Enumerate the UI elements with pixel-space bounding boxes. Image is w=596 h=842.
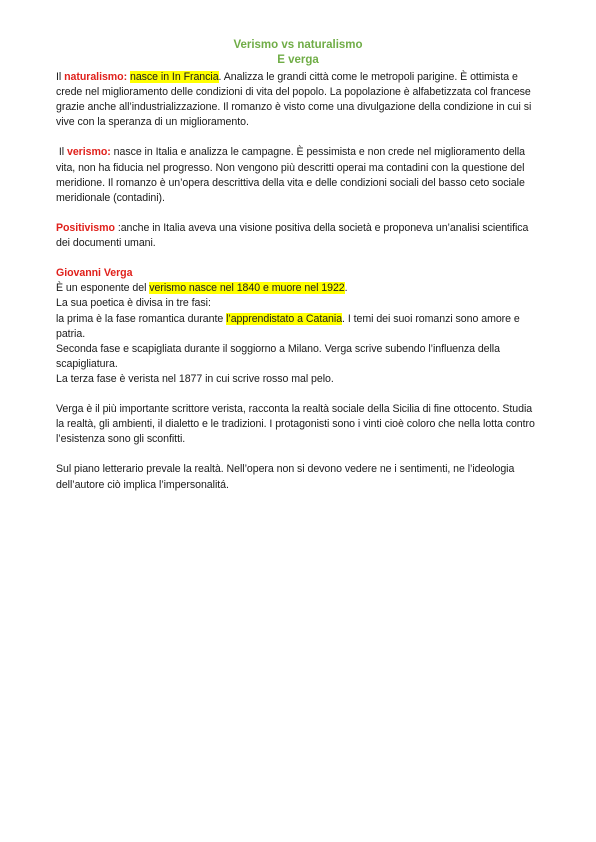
- verga-line-4: Seconda fase e scapigliata durante il soggiorno a Milano. Verga scrive subendo l’influenza della scapigliatura.: [56, 342, 500, 370]
- verismo-prefix: Il: [56, 146, 67, 159]
- positivismo-text: :anche in Italia aveva una visione positiva della società e proponeva un’analisi scientifica dei documenti umani.: [56, 221, 529, 250]
- verga-line-1-suffix: .: [344, 282, 348, 295]
- verga-line-5: La terza fase è verista nel 1877 in cui scrive rosso mal pelo.: [56, 372, 334, 385]
- naturalismo-text: . Analizza le grandi città come le metropoli parigine. È ottimista e crede nel miglioramento delle condizioni di vita del popolo. La popolazione è alfabetizzata col francese grazie anche all’industrializzazione. Il romanzo è visto come una divulgazione della condizione in cui si vive con la speranza di un miglioramento.: [56, 71, 532, 129]
- paragraph-positivismo: [56, 221, 542, 251]
- document-body: [56, 70, 542, 508]
- term-positivismo: Positivismo: [56, 221, 115, 234]
- paragraph-verismo: [56, 145, 542, 205]
- paragraph-piano-letterario: Sul piano letterario prevale la realtà. Nell’opera non si devono vedere ne i sentimenti, ne l’ideologia dell’autore ciò implica l’impersonalitá.: [56, 463, 515, 491]
- document-title: [0, 38, 596, 68]
- verga-line-3-suffix: . I temi dei suoi romanzi sono amore e patria.: [56, 312, 520, 340]
- highlight-catania: l’apprendistato a Catania: [226, 312, 343, 325]
- verga-line-1-prefix: È un esponente del: [56, 282, 150, 295]
- verga-line-3: [56, 312, 542, 342]
- paragraph-naturalismo: [56, 70, 542, 130]
- naturalismo-prefix: Il: [56, 71, 65, 83]
- highlight-francia: nasce in In Francia: [129, 71, 219, 83]
- paragraph-realta-sociale: Verga è il più importante scrittore verista, racconta la realtà sociale della Sicilia di fine ottocento. Studia la realtà, gli ambienti, il dialetto e le tradizioni. I protagonisti sono i vinti cioè coloro che nella lotta contro l’esistenza sono gli sconfitti.: [56, 403, 535, 446]
- heading-giovanni-verga: Giovanni Verga: [56, 267, 133, 280]
- highlight-verismo-dates: verismo nasce nel 1840 e muore nel 1922: [149, 282, 345, 295]
- title-line-2: E verga: [277, 54, 319, 66]
- verga-line-3-prefix: la prima è la fase romantica durante: [56, 312, 227, 325]
- verismo-text: nasce in Italia e analizza le campagne. È pessimista e non crede nel miglioramento della vita, non ha fiducia nel progresso. Non vengono più descritti operai ma contadini con la questione del meridione. Il romanzo è un’opera descrittiva della vita e delle condizioni sociali del basso ceto sociale meridionale (contadini).: [56, 146, 525, 204]
- title-line-1: Verismo vs naturalismo: [233, 39, 363, 51]
- verga-line-1: [56, 281, 542, 296]
- term-verismo: verismo:: [66, 146, 111, 159]
- section-giovanni-verga: [56, 266, 542, 387]
- term-naturalismo: naturalismo:: [64, 71, 128, 83]
- verga-line-2: La sua poetica è divisa in tre fasi:: [56, 297, 211, 310]
